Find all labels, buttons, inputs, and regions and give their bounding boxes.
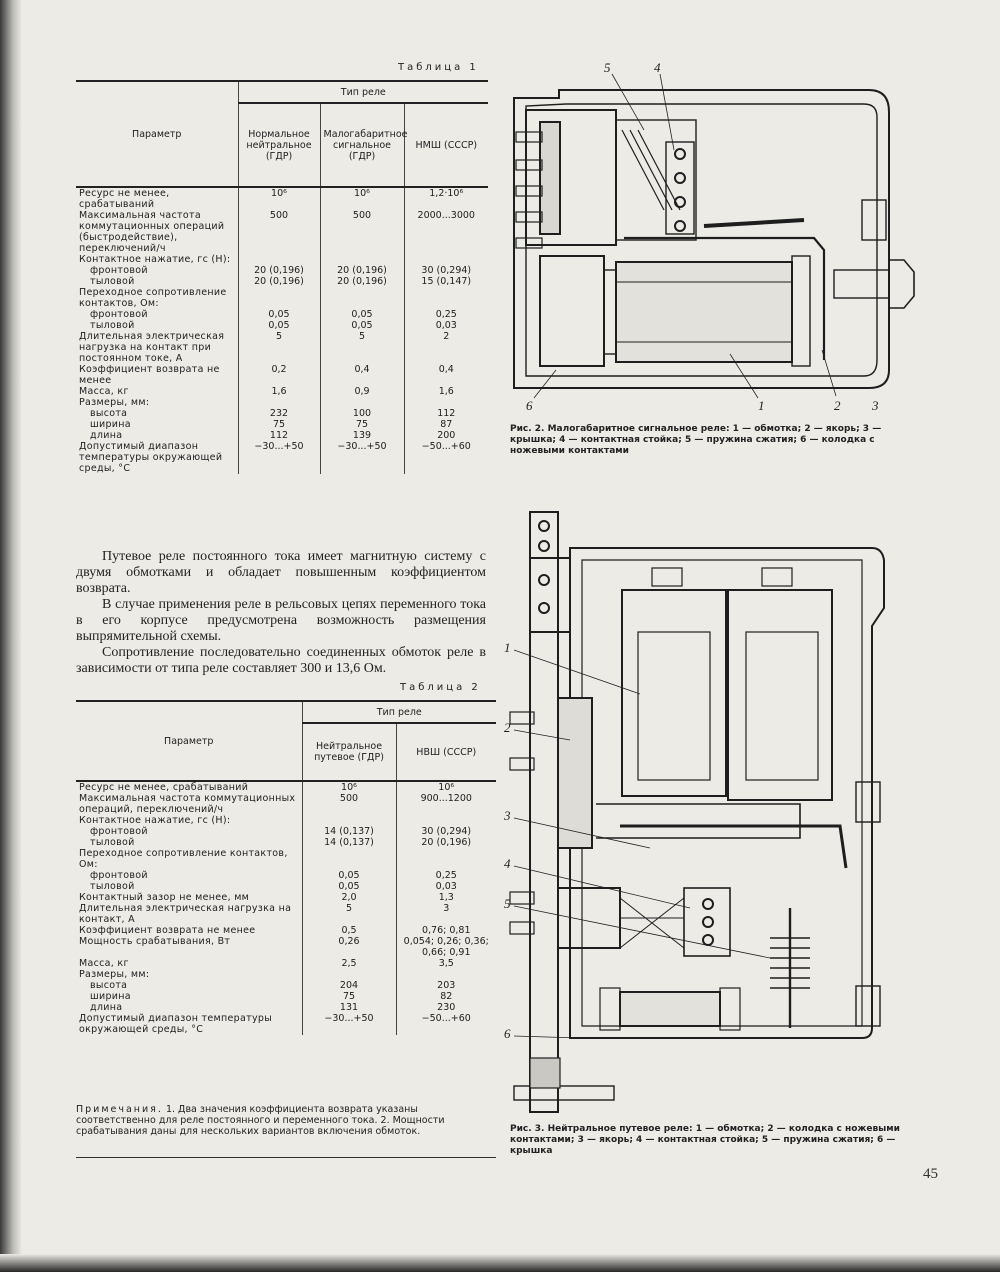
cell-value	[320, 254, 404, 265]
row-label: ширина	[90, 991, 131, 1002]
fig2-label-2: 2	[834, 398, 841, 413]
cell-value: 2,0	[302, 892, 396, 903]
table-row	[76, 980, 496, 991]
cell-value: 0,05	[238, 309, 320, 320]
cell-value	[396, 848, 496, 870]
cell-value: 20 (0,196)	[396, 837, 496, 848]
cell-value	[302, 815, 396, 826]
table-row	[76, 815, 496, 826]
table-row	[76, 903, 496, 925]
cell-value: 10⁶	[396, 781, 496, 793]
table-row	[76, 320, 488, 331]
cell-value: 200	[404, 430, 488, 441]
cell-value: 75	[320, 419, 404, 430]
cell-value: 30 (0,294)	[404, 265, 488, 276]
fig3-label-5: 5	[504, 896, 511, 911]
table-row	[76, 925, 496, 936]
scan-bottom-edge	[0, 1254, 1000, 1272]
row-label: Контактное нажатие, гс (Н):	[79, 815, 231, 826]
table2-col1-header: Нейтральное путевое (ГДР)	[302, 723, 396, 781]
cell-value: 10⁶	[238, 187, 320, 210]
cell-value: 131	[302, 1002, 396, 1013]
row-label: длина	[90, 430, 123, 441]
cell-value: 139	[320, 430, 404, 441]
row-label: фронтовой	[90, 870, 148, 881]
cell-value: 0,05	[238, 320, 320, 331]
cell-value: 112	[238, 430, 320, 441]
figure-2-drawing	[504, 60, 930, 416]
cell-value: 112	[404, 408, 488, 419]
table-row	[76, 309, 488, 320]
note-1: 1. Два значения коэффициента возврата указаны соответственно для реле постоянного и переменного тока.	[76, 1104, 418, 1126]
cell-value: 10⁶	[320, 187, 404, 210]
row-label: фронтовой	[90, 265, 148, 276]
table-row	[76, 419, 488, 430]
cell-value: 87	[404, 419, 488, 430]
cell-value: 20 (0,196)	[238, 276, 320, 287]
row-label: высота	[90, 980, 128, 991]
cell-value	[320, 287, 404, 309]
cell-value: 232	[238, 408, 320, 419]
row-label: Переходное сопротивление контактов, Ом:	[79, 287, 227, 309]
paragraph-3: Сопротивление последовательно соединенных обмоток реле в зависимости от типа реле составляет 300 и 13,6 Ом.	[76, 645, 486, 676]
row-label: Длительная электрическая нагрузка на контакт, А	[79, 903, 292, 925]
table-row	[76, 1002, 496, 1013]
cell-value: 20 (0,196)	[320, 265, 404, 276]
fig2-label-6: 6	[526, 398, 533, 413]
cell-value	[404, 397, 488, 408]
cell-value: 0,05	[320, 320, 404, 331]
row-label: Мощность срабатывания, Вт	[79, 936, 231, 947]
fig2-label-4: 4	[654, 60, 661, 75]
table-row	[76, 287, 488, 309]
cell-value	[302, 969, 396, 980]
cell-value: 0,05	[320, 309, 404, 320]
table-row	[76, 793, 496, 815]
figure-3-drawing	[500, 508, 940, 1116]
cell-value: 1,3	[396, 892, 496, 903]
cell-value	[396, 969, 496, 980]
cell-value: 10⁶	[302, 781, 396, 793]
cell-value: 2,5	[302, 958, 396, 969]
table-row	[76, 408, 488, 419]
cell-value: 1,6	[238, 386, 320, 397]
row-label: фронтовой	[90, 826, 148, 837]
cell-value: 500	[320, 210, 404, 254]
cell-value: −30...+50	[320, 441, 404, 474]
row-label: Размеры, мм:	[79, 397, 150, 408]
row-label: Коэффициент возврата не менее	[79, 364, 220, 386]
row-label: Коэффициент возврата не менее	[79, 925, 256, 936]
figure-3-caption: Рис. 3. Нейтральное путевое реле: 1 — обмотка; 2 — колодка с ножевыми контактами; 3 — якорь; 4 — контактная стойка; 5 — пружина сжатия; 6 — крышка	[510, 1124, 900, 1156]
table2	[76, 700, 496, 1035]
row-label: Контактный зазор не менее, мм	[79, 892, 250, 903]
table-row	[76, 397, 488, 408]
cell-value	[238, 254, 320, 265]
cell-value: 30 (0,294)	[396, 826, 496, 837]
table1	[76, 80, 488, 474]
row-label: Ресурс не менее, срабатываний	[79, 782, 249, 793]
table-row	[76, 187, 488, 210]
table-row	[76, 837, 496, 848]
cell-value: 14 (0,137)	[302, 826, 396, 837]
row-label: Масса, кг	[79, 958, 129, 969]
cell-value: 0,05	[302, 881, 396, 892]
table-row	[76, 276, 488, 287]
cell-value: 203	[396, 980, 496, 991]
notes-lead: Примечания.	[76, 1104, 163, 1115]
table1-caption: Таблица 1	[398, 62, 479, 73]
table2-header-type: Тип реле	[302, 701, 496, 723]
row-label: Допустимый диапазон температуры окружающей среды, °С	[79, 441, 223, 474]
cell-value: 0,25	[404, 309, 488, 320]
table2-header-param: Параметр	[76, 701, 302, 781]
cell-value: 0,4	[404, 364, 488, 386]
cell-value: 2000...3000	[404, 210, 488, 254]
scan-left-edge	[0, 0, 22, 1272]
cell-value: 3	[396, 903, 496, 925]
table2-notes	[76, 1104, 496, 1137]
cell-value: 3,5	[396, 958, 496, 969]
cell-value	[302, 848, 396, 870]
cell-value: 230	[396, 1002, 496, 1013]
table-row	[76, 265, 488, 276]
cell-value: 0,4	[320, 364, 404, 386]
table-row	[76, 936, 496, 958]
row-label: фронтовой	[90, 309, 148, 320]
table-row	[76, 969, 496, 980]
cell-value: 82	[396, 991, 496, 1002]
row-label: Максимальная частота коммутационных операций, переключений/ч	[79, 793, 296, 815]
table1-col3-header: НМШ (СССР)	[404, 103, 488, 187]
table-row	[76, 364, 488, 386]
cell-value: 500	[302, 793, 396, 815]
cell-value: 100	[320, 408, 404, 419]
cell-value	[396, 815, 496, 826]
cell-value	[404, 287, 488, 309]
row-label: тыловой	[90, 276, 135, 287]
paragraph-1: Путевое реле постоянного тока имеет магнитную систему с двумя обмотками и обладает повышенным коэффициентом возврата.	[76, 549, 486, 596]
table-row	[76, 892, 496, 903]
cell-value: 0,76; 0,81	[396, 925, 496, 936]
cell-value: 5	[320, 331, 404, 364]
row-label: Длительная электрическая нагрузка на контакт при постоянном токе, А	[79, 331, 225, 364]
paragraph-2: В случае применения реле в рельсовых цепях переменного тока в его корпусе предусмотрена возможность размещения выпрямительной схемы.	[76, 597, 486, 644]
cell-value: 14 (0,137)	[302, 837, 396, 848]
fig3-label-6: 6	[504, 1026, 511, 1041]
fig3-label-3: 3	[504, 808, 511, 823]
table-row	[76, 210, 488, 254]
fig3-label-2: 2	[504, 720, 511, 735]
cell-value	[238, 287, 320, 309]
cell-value: 75	[238, 419, 320, 430]
fig2-label-1: 1	[758, 398, 765, 413]
table-row	[76, 826, 496, 837]
row-label: Допустимый диапазон температуры окружающей среды, °С	[79, 1013, 272, 1035]
cell-value: 0,5	[302, 925, 396, 936]
table-row	[76, 870, 496, 881]
body-text	[76, 549, 486, 677]
row-label: тыловой	[90, 320, 135, 331]
cell-value	[320, 397, 404, 408]
table-row	[76, 430, 488, 441]
table-row	[76, 991, 496, 1002]
cell-value: 0,26	[302, 936, 396, 958]
table-row	[76, 386, 488, 397]
table-row	[76, 441, 488, 474]
row-label: Контактное нажатие, гс (Н):	[79, 254, 231, 265]
cell-value: 900...1200	[396, 793, 496, 815]
cell-value: 20 (0,196)	[320, 276, 404, 287]
cell-value: 204	[302, 980, 396, 991]
table2-col2-header: НВШ (СССР)	[396, 723, 496, 781]
cell-value: −30...+50	[238, 441, 320, 474]
cell-value: 0,25	[396, 870, 496, 881]
cell-value: 0,03	[404, 320, 488, 331]
fig2-label-5: 5	[604, 60, 611, 75]
fig3-label-1: 1	[504, 640, 511, 655]
cell-value: 0,054; 0,26; 0,36; 0,66; 0,91	[396, 936, 496, 958]
row-label: Размеры, мм:	[79, 969, 150, 980]
table1-header-param: Параметр	[76, 81, 238, 187]
cell-value: 1,6	[404, 386, 488, 397]
cell-value: 5	[238, 331, 320, 364]
row-label: высота	[90, 408, 128, 419]
row-label: Переходное сопротивление контактов, Ом:	[79, 848, 288, 870]
table2-caption: Таблица 2	[400, 682, 481, 693]
page-number: 45	[923, 1166, 938, 1182]
table-row	[76, 881, 496, 892]
table-row	[76, 958, 496, 969]
row-label: длина	[90, 1002, 123, 1013]
row-label: Масса, кг	[79, 386, 129, 397]
table-row	[76, 781, 496, 793]
table-row	[76, 1013, 496, 1035]
table1-col1-header: Нормальное нейтральное (ГДР)	[238, 103, 320, 187]
cell-value: −50...+60	[404, 441, 488, 474]
row-label: тыловой	[90, 881, 135, 892]
table-row	[76, 331, 488, 364]
figure-2-caption: Рис. 2. Малогабаритное сигнальное реле: 1 — обмотка; 2 — якорь; 3 — крышка; 4 — контактная стойка; 5 — пружина сжатия; 6 — колодка с ножевыми контактами	[510, 424, 882, 456]
cell-value: −50...+60	[396, 1013, 496, 1035]
cell-value: 5	[302, 903, 396, 925]
fig2-label-3: 3	[872, 398, 879, 413]
cell-value	[238, 397, 320, 408]
cell-value	[404, 254, 488, 265]
cell-value: 0,05	[302, 870, 396, 881]
table-row	[76, 848, 496, 870]
cell-value: 0,03	[396, 881, 496, 892]
cell-value: 1,2·10⁶	[404, 187, 488, 210]
cell-value: 20 (0,196)	[238, 265, 320, 276]
notes-divider	[76, 1157, 496, 1158]
row-label: Максимальная частота коммутационных операций (быстродействие), переключений/ч	[79, 210, 225, 254]
row-label: ширина	[90, 419, 131, 430]
note-2: 2. Мощности срабатывания даны для нескольких вариантов включения обмоток.	[76, 1115, 445, 1137]
cell-value: 2	[404, 331, 488, 364]
row-label: тыловой	[90, 837, 135, 848]
cell-value: 75	[302, 991, 396, 1002]
table1-header-type: Тип реле	[238, 81, 488, 103]
table1-col2-header: Малогабаритное сигнальное (ГДР)	[320, 103, 404, 187]
cell-value: 500	[238, 210, 320, 254]
cell-value: −30...+50	[302, 1013, 396, 1035]
row-label: Ресурс не менее, срабатываний	[79, 188, 170, 210]
table-row	[76, 254, 488, 265]
cell-value: 15 (0,147)	[404, 276, 488, 287]
cell-value: 0,9	[320, 386, 404, 397]
cell-value: 0,2	[238, 364, 320, 386]
fig3-label-4: 4	[504, 856, 511, 871]
